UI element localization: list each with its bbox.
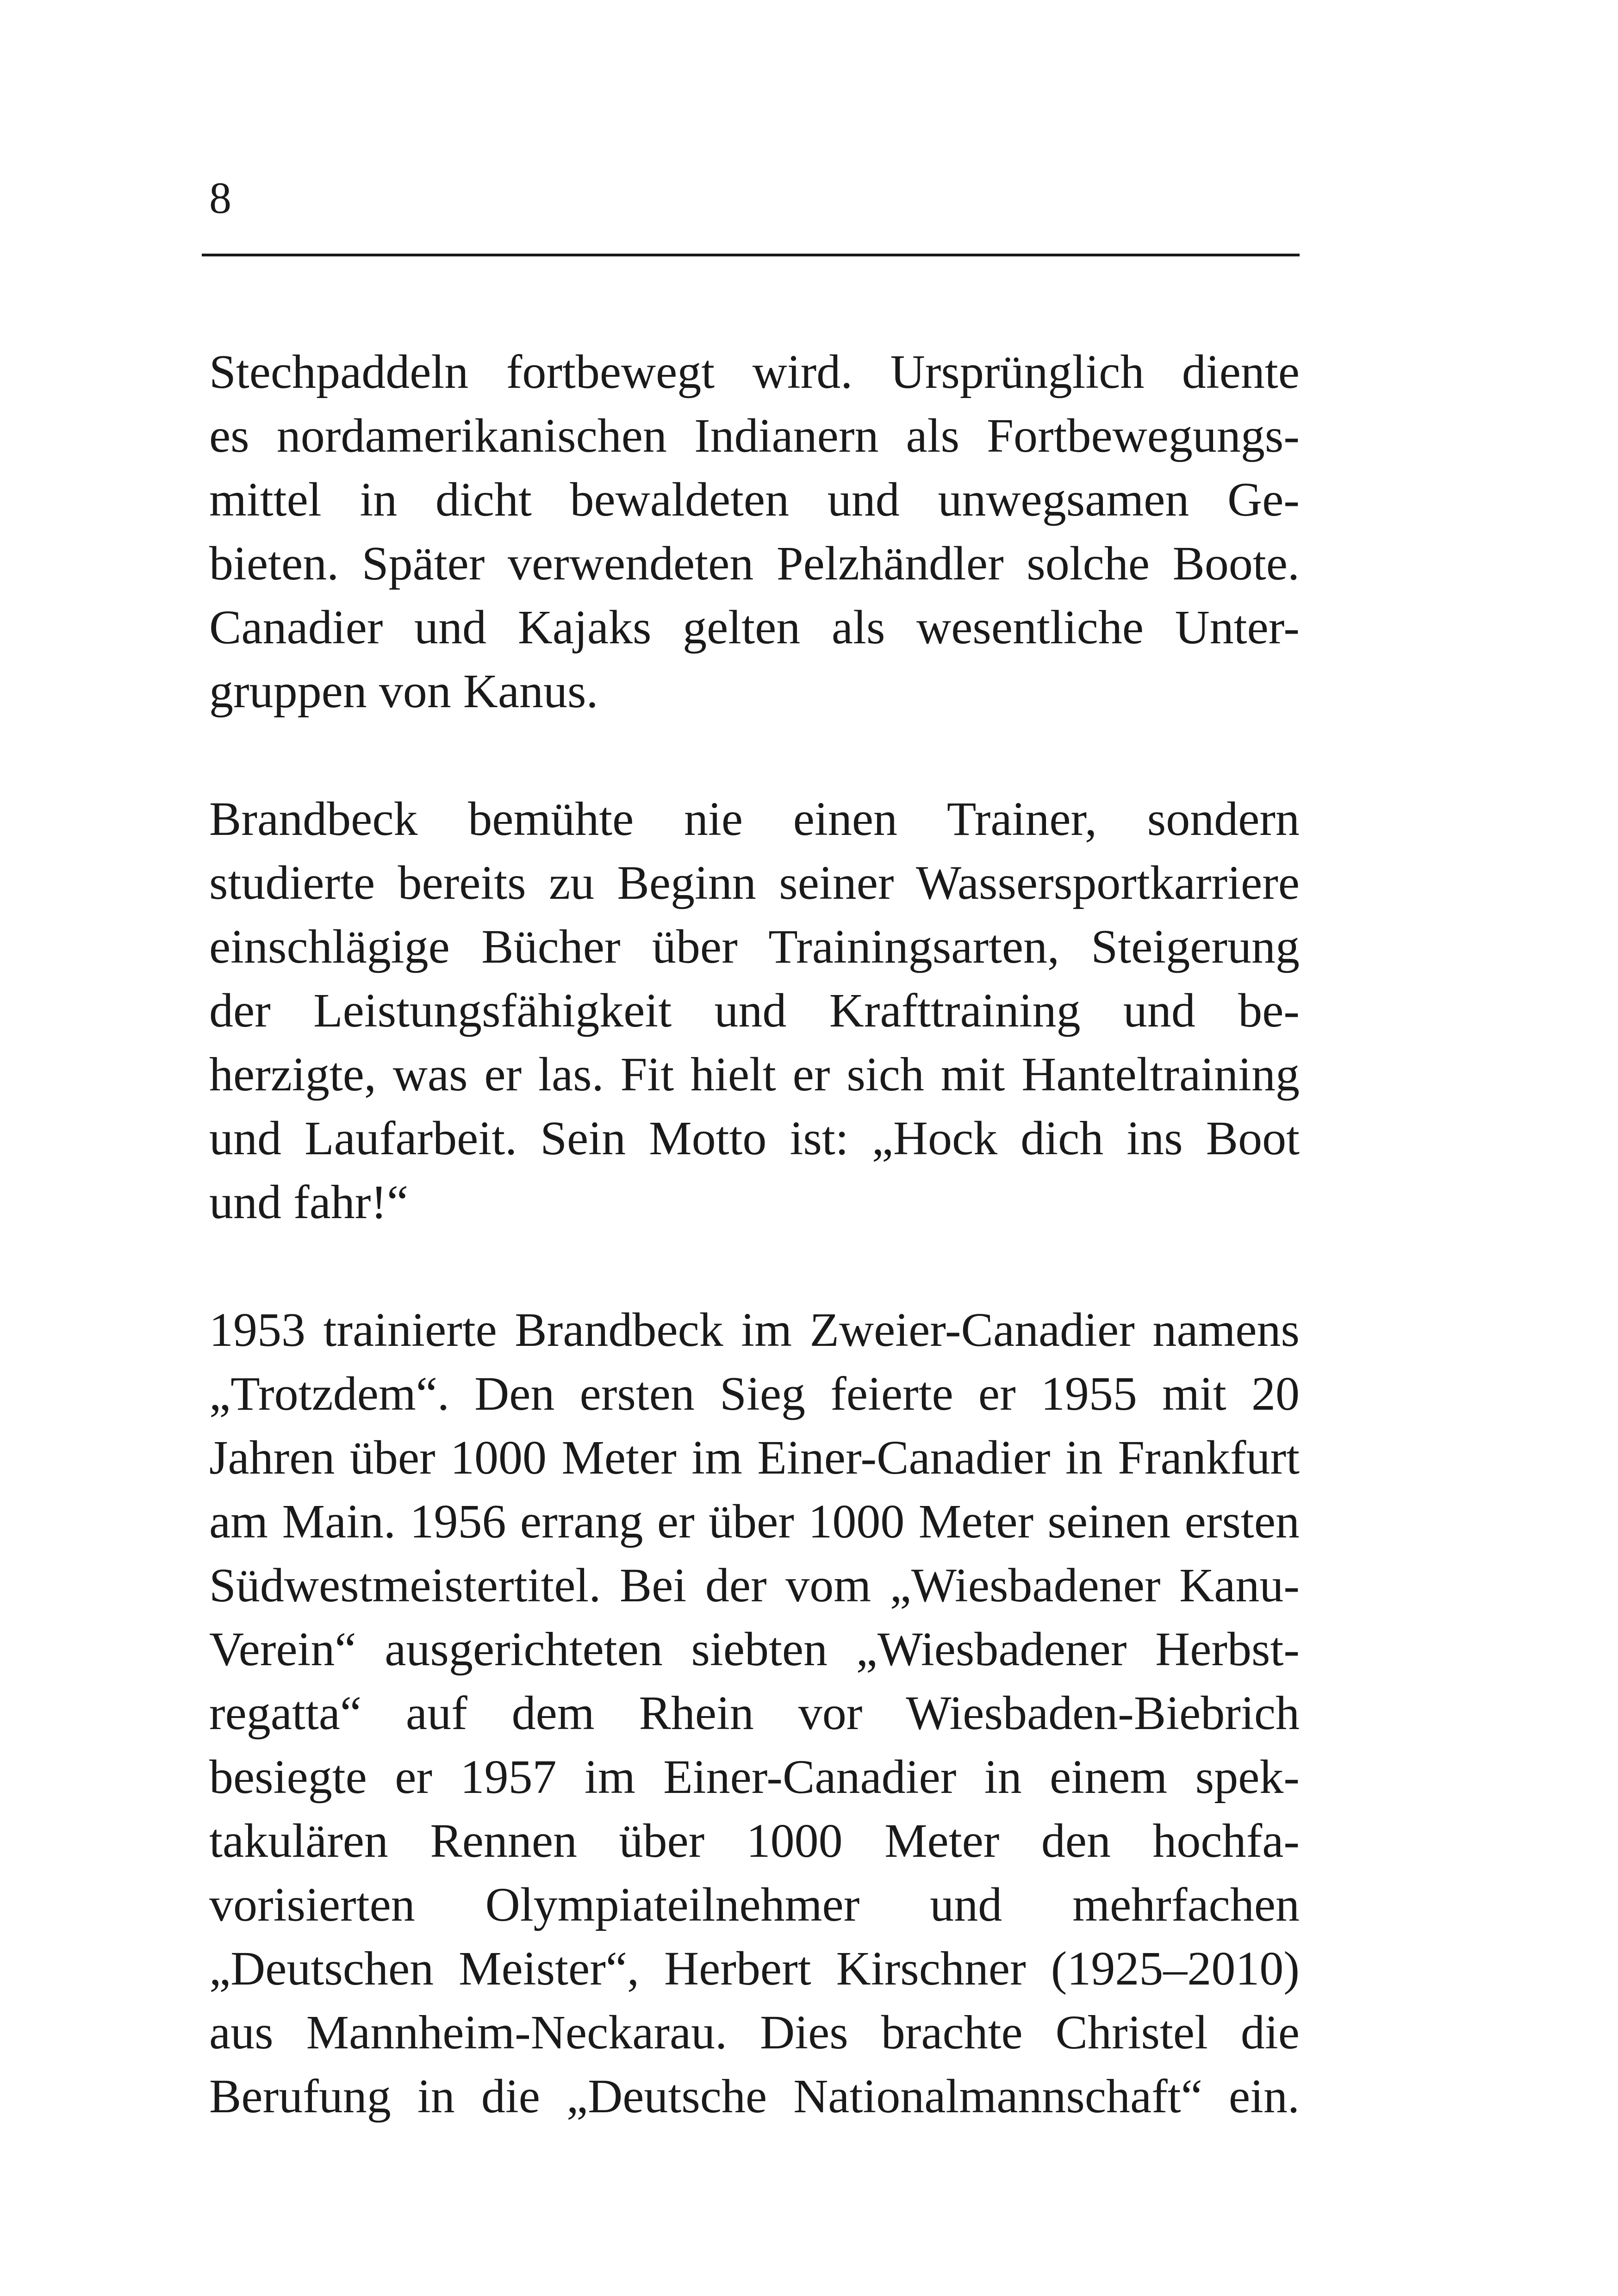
text-line: gruppen von Kanus. [209,665,598,718]
text-line: „Trotzdem“. Den ersten Sieg feierte er 1955 mit 20 [209,1367,1300,1420]
text-line: der Leistungsfähigkeit und Krafttraining und be- [209,984,1300,1037]
header-rule [202,254,1300,256]
paragraph [209,787,1300,1234]
text-line: Stechpaddeln fortbewegt wird. Ursprünglich diente [209,345,1300,398]
text-line: und Laufarbeit. Sein Motto ist: „Hock dich ins Boot [209,1112,1300,1165]
text-line: Verein“ ausgerichteten siebten „Wiesbadener Herbst- [209,1623,1300,1676]
text-line: Südwestmeistertitel. Bei der vom „Wiesbadener Kanu- [209,1559,1300,1612]
text-line: studierte bereits zu Beginn seiner Wassersportkarriere [209,856,1300,909]
text-line: 1953 trainierte Brandbeck im Zweier-Canadier namens [209,1303,1300,1356]
paragraph [209,1298,1300,2128]
text-line: Canadier und Kajaks gelten als wesentliche Unter- [209,601,1300,654]
text-line: am Main. 1956 errang er über 1000 Meter seinen ersten [209,1495,1300,1548]
text-line: „Deutschen Meister“, Herbert Kirschner (1925–2010) [209,1942,1300,1995]
text-line: besiegte er 1957 im Einer-Canadier in einem spek- [209,1750,1300,1804]
text-line: aus Mannheim-Neckarau. Dies brachte Christel die [209,2006,1300,2059]
text-line: mittel in dicht bewaldeten und unwegsamen Ge- [209,473,1300,526]
paragraph-gap [209,1234,1300,1298]
text-line: Jahren über 1000 Meter im Einer-Canadier in Frankfurt [209,1431,1300,1484]
text-line: und fahr!“ [209,1176,409,1229]
text-line: einschlägige Bücher über Trainingsarten, Steigerung [209,920,1300,973]
text-line: Brandbeck bemühte nie einen Trainer, sondern [209,792,1300,846]
paragraph-gap [209,723,1300,787]
text-line: regatta“ auf dem Rhein vor Wiesbaden-Biebrich [209,1686,1300,1740]
paragraph [209,340,1300,723]
text-line: takulären Rennen über 1000 Meter den hochfa- [209,1814,1300,1867]
body-text [209,340,1300,2128]
text-line: vorisierten Olympiateilnehmer und mehrfachen [209,1878,1300,1931]
text-line: herzigte, was er las. Fit hielt er sich mit Hanteltraining [209,1048,1300,1101]
text-line: es nordamerikanischen Indianern als Fortbewegungs- [209,409,1300,462]
text-line: bieten. Später verwendeten Pelzhändler solche Boote. [209,537,1300,590]
text-line: Berufung in die „Deutsche Nationalmannschaft“ ein. [209,2070,1300,2123]
page-number: 8 [209,173,231,223]
